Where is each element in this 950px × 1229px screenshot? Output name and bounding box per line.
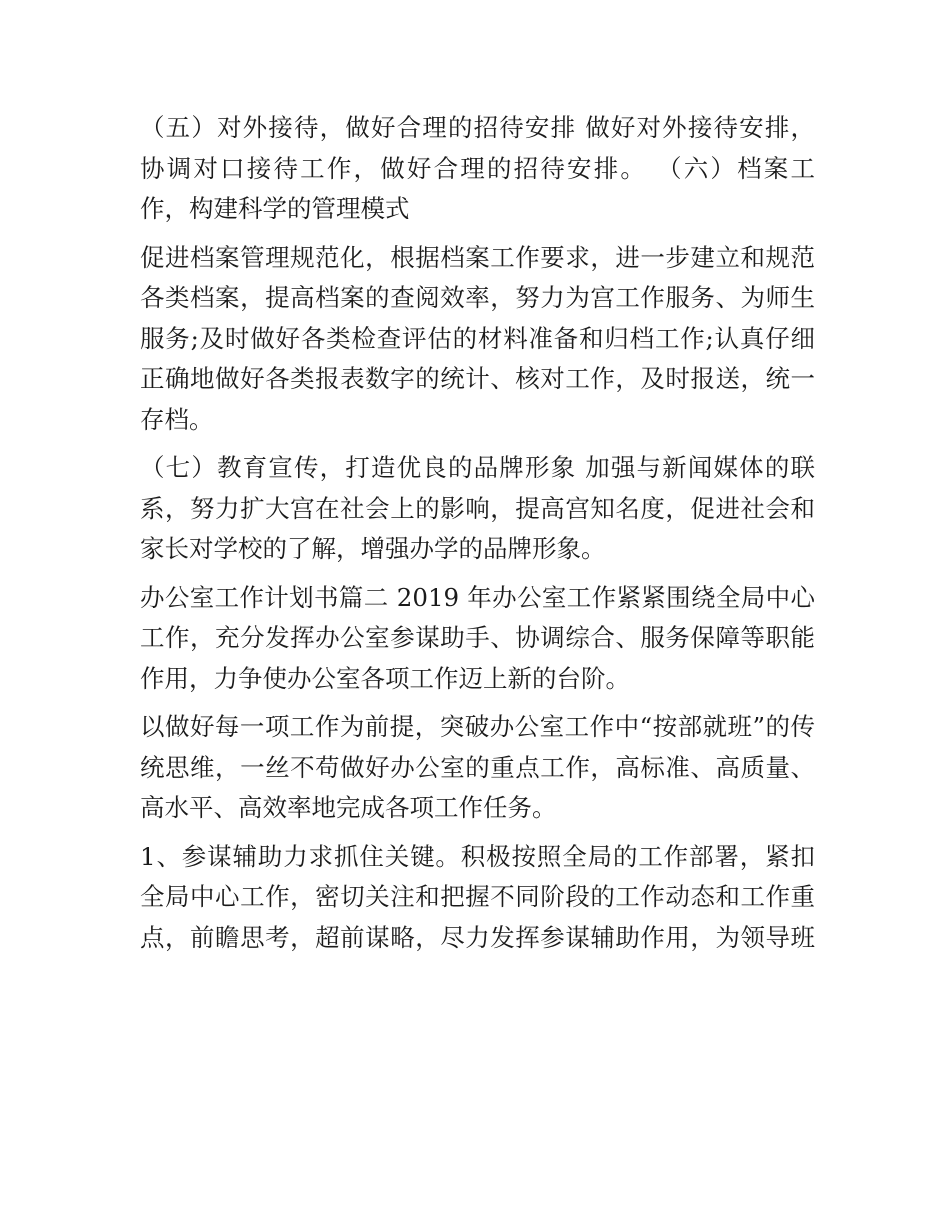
text-line: 家长对学校的了解，增强办学的品牌形象。 <box>140 534 606 563</box>
text-line: 工作，充分发挥办公室参谋助手、协调综合、服务保障等职能 <box>140 623 815 652</box>
text-line: 办公室工作计划书篇二 2019 年办公室工作紧紧围绕全局中心 <box>140 582 815 612</box>
paragraph-reception <box>140 108 815 230</box>
text-line: （七）教育宣传，打造优良的品牌形象 加强与新闻媒体的联 <box>140 453 815 482</box>
text-line: 高水平、高效率地完成各项工作任务。 <box>140 793 557 822</box>
text-line: 作用，力争使办公室各项工作迈上新的台阶。 <box>140 663 630 693</box>
paragraph-plan-part-two <box>140 578 815 700</box>
text-line: 正确地做好各类报表数字的统计、核对工作，及时报送，统一 <box>140 364 815 393</box>
text-line: 点，前瞻思考，超前谋略，尽力发挥参谋辅助作用，为领导班 <box>140 922 815 952</box>
text-line: 存档。 <box>140 404 214 434</box>
text-line: 统思维，一丝不苟做好办公室的重点工作，高标准、高质量、 <box>140 752 815 782</box>
document-body <box>140 108 815 966</box>
text-line: 1、参谋辅助力求抓住关键。积极按照全局的工作部署，紧扣 <box>140 841 815 871</box>
text-line: 全局中心工作，密切关注和把握不同阶段的工作动态和工作重 <box>140 882 815 911</box>
text-line: 促进档案管理规范化，根据档案工作要求，进一步建立和规范 <box>140 242 815 272</box>
paragraph-premise <box>140 707 815 829</box>
text-line: （五）对外接待，做好合理的招待安排 做好对外接待安排， <box>140 113 815 142</box>
text-line: 作，构建科学的管理模式 <box>140 194 410 223</box>
text-line: 系，努力扩大宫在社会上的影响，提高宫知名度，促进社会和 <box>140 493 815 523</box>
text-line: 以做好每一项工作为前提，突破办公室工作中“按部就班”的传 <box>140 712 815 741</box>
text-line: 服务;及时做好各类检查评估的材料准备和归档工作;认真仔细 <box>140 323 815 353</box>
paragraph-publicity <box>140 448 815 570</box>
text-line: 协调对口接待工作，做好合理的招待安排。 （六）档案工 <box>140 153 815 183</box>
paragraph-archives <box>140 238 815 441</box>
text-line: 各类档案，提高档案的查阅效率，努力为宫工作服务、为师生 <box>140 283 815 312</box>
paragraph-advisory <box>140 837 815 959</box>
